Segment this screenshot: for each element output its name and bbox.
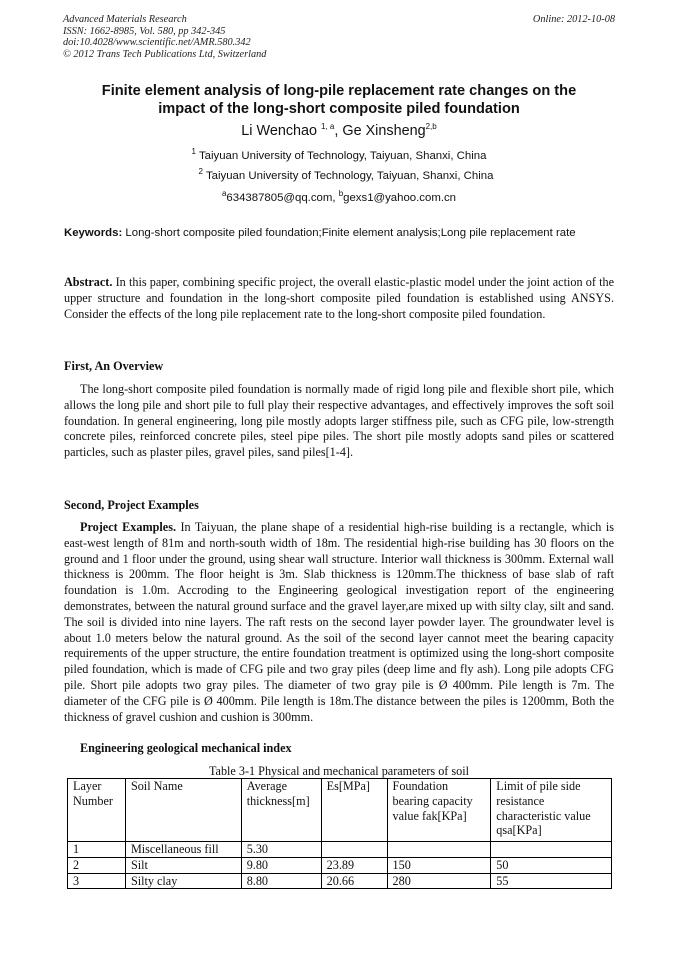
affiliation-2 — [0, 167, 678, 182]
soil-parameters-table — [67, 778, 612, 889]
table-header-cell: Foundation bearing capacity value fak[KPa] — [387, 779, 491, 842]
author-1-affil: 1, a — [321, 122, 335, 132]
section-1-heading: First, An Overview — [64, 359, 164, 373]
table-header-cell: Limit of pile side resistance characteristic value qsa[KPa] — [491, 779, 612, 842]
email-line — [0, 189, 678, 204]
doi-line: doi:10.4028/www.scientific.net/AMR.580.342 — [63, 37, 251, 49]
table-cell: 150 — [387, 857, 491, 873]
author-2: Ge Xinsheng — [342, 123, 426, 139]
subsection-heading: Engineering geological mechanical index — [80, 741, 292, 755]
online-date: Online: 2012-10-08 — [532, 14, 615, 25]
journal-header — [63, 14, 266, 60]
affiliation-1-number: 1 — [191, 147, 196, 157]
table-cell — [491, 842, 612, 858]
table-cell: 50 — [491, 857, 612, 873]
title-line-2: impact of the long-short composite piled foundation — [158, 101, 520, 117]
email-a-marker: a — [221, 189, 227, 199]
table-cell — [387, 842, 491, 858]
table-cell: Miscellaneous fill — [125, 842, 241, 858]
keywords-label: Keywords: — [64, 227, 123, 239]
table-cell: 280 — [387, 873, 491, 889]
table-caption: Table 3-1 Physical and mechanical parameters of soil — [208, 764, 470, 778]
issn-line: ISSN: 1662-8985, Vol. 580, pp 342-345 — [63, 25, 226, 37]
section-2-text: In Taiyuan, the plane shape of a residential high-rise building is a rectangle, which is east-west length of 81m and north-south width of 18m. The residential high-rise building has 30 floors on the ground and 1 floor under the ground, using shear wall structure. Interior wall thickness is 300mm. External wall thickness is 200mm. The floor height is 3m. Slab thickness is 120mm.The thickness of base slab of raft foundation is 1.0m. Accroding to the Engineering geological investigation report of the engineering demonstrates, between the natural ground surface and the gravel layer,are mixed up with silty clay, silt and sand. The soil is divided into nine layers. The raft rests on the second layer powder layer. The groundwater level is about 1.0 meters below the natural ground. As the soil of the second layer cannot meet the bearing capacity requirements of the upper structure, the entire foundation treatment is optimized using the long-short composite piled foundation, which is made of CFG pile and two gray piles (deep lime and fly ash). Long pile adopts CFG pile. Short pile adopts two gray piles. The diameter of two gray pile is Ø 400mm. Pile length is 7m. The diameter of the CFG pile is Ø 400mm. Pile length is 18m.The distance between the piles is 1200mm, Both the thickness of gravel cushion and cushion is 300mm. — [64, 520, 615, 724]
table-cell — [321, 842, 387, 858]
affiliation-1 — [0, 147, 678, 162]
author-1: Li Wenchao — [241, 123, 318, 139]
table-cell: 8.80 — [241, 873, 321, 889]
table-cell: 23.89 — [321, 857, 387, 873]
section-2-heading: Second, Project Examples — [64, 498, 199, 512]
keywords — [64, 226, 614, 242]
table-row — [68, 857, 612, 873]
table-header-cell: Average thickness[m] — [241, 779, 321, 842]
email-a[interactable]: 634387805@qq.com, — [226, 192, 339, 204]
table-header-cell: Es[MPa] — [321, 779, 387, 842]
author-separator: , — [334, 123, 343, 139]
table-cell: 20.66 — [321, 873, 387, 889]
affiliation-1-text: Taiyuan University of Technology, Taiyuan, Shanxi, China — [198, 150, 487, 162]
table-cell: Silt — [125, 857, 241, 873]
abstract-label: Abstract. — [64, 275, 113, 289]
email-b-marker: b — [338, 189, 344, 199]
paper-title — [50, 82, 628, 118]
affiliation-2-number: 2 — [198, 167, 203, 177]
table-cell: 9.80 — [241, 857, 321, 873]
table-header-row — [68, 779, 612, 842]
keywords-text: Long-short composite piled foundation;Finite element analysis;Long pile replacement rate — [122, 227, 576, 239]
table-row — [68, 873, 612, 889]
table-cell: 55 — [491, 873, 612, 889]
table-cell: 1 — [68, 842, 126, 858]
abstract — [64, 275, 614, 322]
affiliation-2-text: Taiyuan University of Technology, Taiyuan, Shanxi, China — [205, 170, 494, 182]
table-row — [68, 842, 612, 858]
journal-name: Advanced Materials Research — [63, 14, 187, 25]
abstract-text: In this paper, combining specific project, the overall elastic-plastic model under the joint action of the upper structure and foundation in the long-short composite piled foundation is established using ANSYS. Consider the effects of the long pile replacement rate to the long-short composite piled foundation. — [64, 275, 614, 321]
title-line-1: Finite element analysis of long-pile replacement rate changes on the — [101, 83, 577, 99]
table-cell: Silty clay — [125, 873, 241, 889]
email-b[interactable]: gexs1@yahoo.com.cn — [343, 192, 457, 204]
author-2-affil: 2,b — [425, 122, 437, 132]
copyright-line: © 2012 Trans Tech Publications Ltd, Switzerland — [63, 48, 267, 60]
table-cell: 5.30 — [241, 842, 321, 858]
table-header-cell: Soil Name — [125, 779, 241, 842]
section-2-body — [64, 520, 614, 725]
table-header-cell: Layer Number — [68, 779, 126, 842]
table-cell: 3 — [68, 873, 126, 889]
section-2-lead: Project Examples. — [80, 520, 176, 534]
section-1-text: The long-short composite piled foundation is normally made of rigid long pile and flexible short pile, which allows the long pile and short pile to full play their respective advantages, and effectively improves the soft soil foundation. In general engineering, long pile mostly adopts larger stiffness pile, such as CFG pile, low-strength concrete piles, reinforced concrete piles, steel pipe piles. The short pile mostly adopts sand piles or scattered particles, such as plaster piles, gravel piles, sand piles[1-4]. — [64, 382, 614, 460]
table-cell: 2 — [68, 857, 126, 873]
author-line — [0, 123, 678, 139]
